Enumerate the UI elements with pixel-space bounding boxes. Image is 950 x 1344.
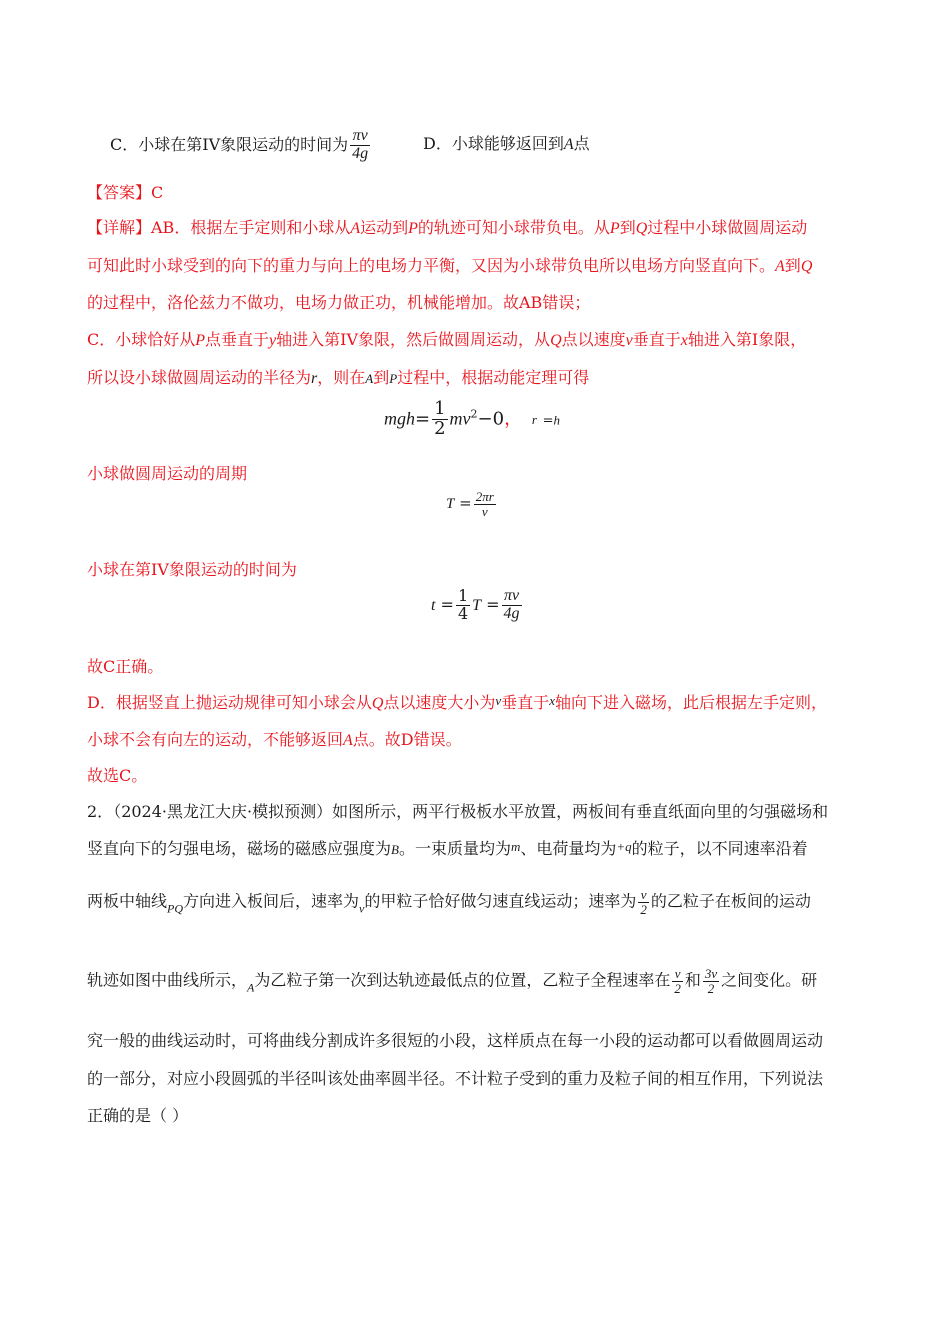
option-c: C．小球在第IV象限运动的时间为 $\frac{\pi v}{4g}$: [110, 127, 369, 162]
equation-time: t = $\frac{1}{4}$ T = $\frac{\pi v}{4g}$: [431, 586, 520, 623]
q2-line-6: 的一部分，对应小段圆弧的半径叫该处曲率圆半径。不计粒子受到的重力及粒子间的相互作用，下列说法: [87, 1069, 824, 1088]
detail-line-5: 所以设小球做圆周运动的半径为r，则在A到P过程中，根据动能定理可得: [87, 368, 590, 387]
detail-line-6: 小球做圆周运动的周期: [87, 464, 248, 483]
fraction: $\frac{v}{2}$: [640, 887, 647, 917]
detail-line-10: 小球不会有向左的运动，不能够返回A点。故D错误。: [87, 730, 462, 749]
fraction: $\frac{1}{4}$: [457, 586, 469, 623]
detail-line-8: 故C正确。: [87, 657, 164, 676]
fraction: $\frac{\pi v}{4g}$: [503, 587, 520, 622]
equation-period: T = $\frac{2\pi r}{v}$: [446, 489, 494, 519]
fraction: $\frac{3v}{2}$: [704, 966, 718, 996]
option-d: D．小球能够返回到A点: [423, 134, 590, 153]
detail-line-11: 故选C。: [87, 766, 148, 785]
q2-line-4: 轨迹如图中曲线所示，$_A$为乙粒子第一次到达轨迹最低点的位置，乙粒子全程速率在 $\frac{v}{2}$ 和 $\frac{3v}{2}$ 之间变化。研: [87, 966, 818, 996]
q2-line-3: 两板中轴线$_{PQ}$方向进入板间后，速率为$_v$的甲粒子恰好做匀速直线运动；速率为 $\frac{v}{2}$ 的乙粒子在板间的运动: [87, 887, 811, 917]
detail-line-3: 的过程中，洛伦兹力不做功，电场力做正功，机械能增加。故AB错误；: [87, 293, 591, 312]
q2-line-5: 究一般的曲线运动时，可将曲线分割成许多很短的小段，这样质点在每一小段的运动都可以看做圆周运动: [87, 1031, 824, 1050]
q2-line-2: 竖直向下的匀强电场，磁场的磁感应强度为B。一束质量均为m、电荷量均为+q的粒子，以不同速率沿着: [87, 839, 808, 858]
detail-line-4: C．小球恰好从P点垂直于y轴进入第IV象限，然后做圆周运动，从Q点以速度v垂直于x轴进入第Ⅰ象限，: [87, 330, 807, 349]
q2-line-1: 2．（2024·黑龙江大庆·模拟预测）如图所示，两平行极板水平放置，两板间有垂直纸面向里的匀强磁场和: [87, 802, 829, 821]
fraction: $\frac{1}{2}$: [434, 398, 446, 439]
detail-line-2: 可知此时小球受到的向下的重力与向上的电场力平衡，又因为小球带负电所以电场方向竖直向下。A到Q: [87, 256, 813, 275]
fraction: $\frac{2\pi r}{v}$: [475, 489, 494, 519]
roman-numeral: IV: [202, 134, 221, 154]
fraction: $\frac{v}{2}$: [674, 966, 681, 996]
equation-energy: mgh= $\frac{1}{2}$ $mv^2-0$， r =h: [384, 398, 561, 439]
detail-line-1: 【详解】AB．根据左手定则和小球从A运动到P的轨迹可知小球带负电。从P到Q过程中小球做圆周运动: [87, 218, 808, 237]
answer-label: 【答案】C: [87, 183, 164, 202]
detail-line-9: D．根据竖直上抛运动规律可知小球会从Q点以速度大小为v垂直于x轴向下进入磁场，此后根据左手定则，: [87, 693, 828, 712]
fraction: $\frac{\pi v}{4g}$: [352, 127, 369, 162]
q2-line-7: 正确的是（ ）: [87, 1106, 189, 1125]
detail-line-7: 小球在第IV象限运动的时间为: [87, 560, 297, 579]
